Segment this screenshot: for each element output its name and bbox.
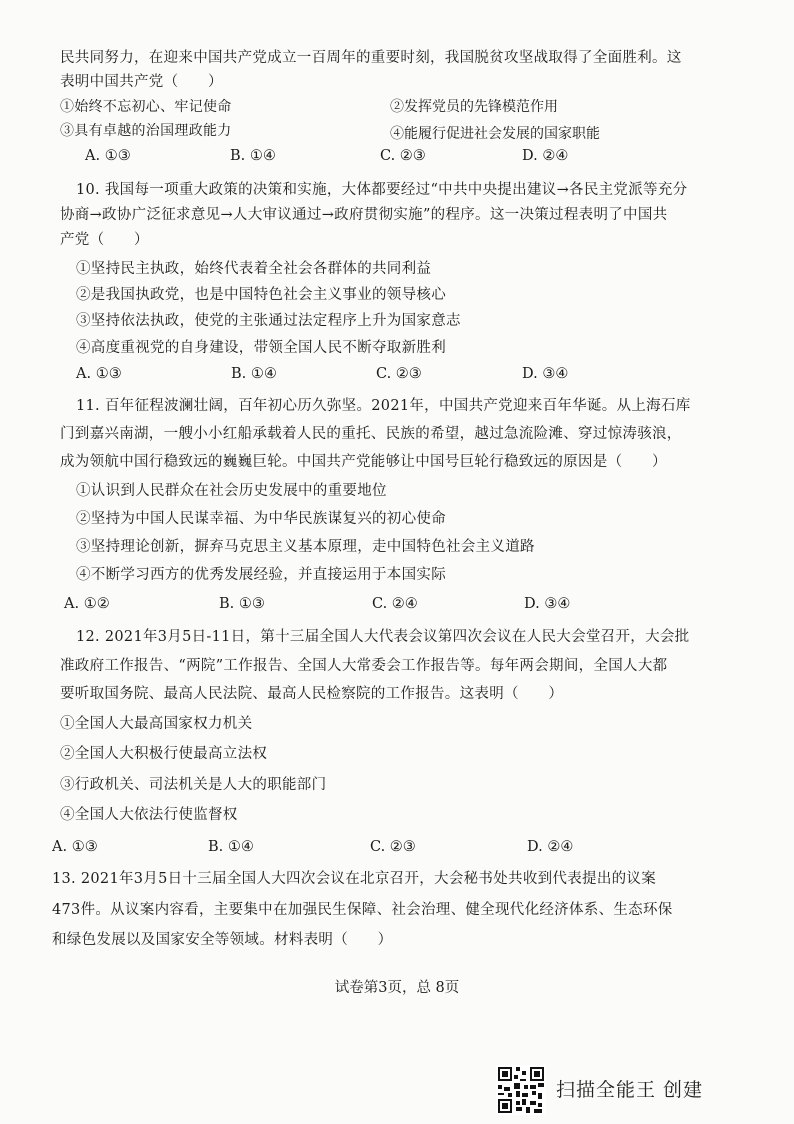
q12-stem-line-1: 12. 2021年3月5日-11日，第十三届全国人大代表会议第四次会议在人民大会堂召开，大会批 <box>76 629 690 645</box>
q13-stem-line-2: 473件。从议案内容看，主要集中在加强民生保障、社会治理、健全现代化经济体系、生态环保 <box>52 902 673 918</box>
q10-stem-line-3: 产党（ ） <box>60 232 149 248</box>
q9-option-2: ②发挥党员的先锋模范作用 <box>390 99 558 115</box>
q12-choice-b: B. ①④ <box>208 839 254 855</box>
q12-choice-d: D. ②④ <box>527 839 574 855</box>
q11-option-4: ④不断学习西方的优秀发展经验，并直接运用于本国实际 <box>76 567 446 583</box>
q13-stem-line-1: 13. 2021年3月5日十三届全国人大四次会议在北京召开，大会秘书处共收到代表提出的议案 <box>52 871 657 887</box>
watermark-text: 扫描全能王 创建 <box>556 1079 704 1101</box>
q11-stem-line-2: 门到嘉兴南湖，一艘小小红船承载着人民的重托、民族的希望，越过急流险滩、穿过惊涛骇浪， <box>60 426 682 442</box>
q11-option-2: ②坚持为中国人民谋幸福、为中华民族谋复兴的初心使命 <box>76 511 446 527</box>
q9-stem-line-2: 表明中国共产党（ ） <box>60 74 223 90</box>
q12-choices <box>52 837 712 857</box>
scanner-watermark <box>496 1065 746 1117</box>
q9-choice-a: A. ①③ <box>85 148 131 164</box>
q11-stem-line-1: 11. 百年征程波澜壮阔，百年初心历久弥坚。2021年，中国共产党迎来百年华诞。从上海石库 <box>76 398 691 414</box>
q10-stem-line-2: 协商→政协广泛征求意见→人大审议通过→政府贯彻实施”的程序。这一决策过程表明了中国共 <box>60 207 668 223</box>
q12-option-3: ③行政机关、司法机关是人大的职能部门 <box>60 777 327 793</box>
q10-choices <box>76 364 736 384</box>
q12-stem-line-2: 准政府工作报告、“两院”工作报告、全国人大常委会工作报告等。每年两会期间，全国人大都 <box>60 658 668 674</box>
q10-stem-line-1: 10. 我国每一项重大政策的决策和实施，大体都要经过“中共中央提出建议→各民主党派等充分 <box>76 182 688 198</box>
q9-option-4: ④能履行促进社会发展的国家职能 <box>390 126 600 142</box>
q10-option-2: ②是我国执政党，也是中国特色社会主义事业的领导核心 <box>76 287 446 303</box>
q10-choice-c: C. ②③ <box>376 366 422 382</box>
q10-option-4: ④高度重视党的自身建设，带领全国人民不断夺取新胜利 <box>76 340 446 356</box>
q11-option-1: ①认识到人民群众在社会历史发展中的重要地位 <box>76 483 387 499</box>
q12-option-2: ②全国人大积极行使最高立法权 <box>60 746 268 762</box>
q11-choice-c: C. ②④ <box>372 596 418 612</box>
q9-option-1: ①始终不忘初心、牢记使命 <box>60 99 232 115</box>
q11-choice-b: B. ①③ <box>219 596 265 612</box>
q11-choices <box>64 594 724 614</box>
q11-option-3: ③坚持理论创新，摒弃马克思主义基本原理，走中国特色社会主义道路 <box>76 539 535 555</box>
q9-stem-line-1: 民共同努力，在迎来中国共产党成立一百周年的重要时刻，我国脱贫攻坚战取得了全面胜利。这 <box>60 50 682 66</box>
q10-choice-d: D. ③④ <box>522 366 569 382</box>
q11-stem-line-3: 成为领航中国行稳致远的巍巍巨轮。中国共产党能够让中国号巨轮行稳致远的原因是（ ） <box>60 454 667 470</box>
q13-stem-line-3: 和绿色发展以及国家安全等领域。材料表明（ ） <box>52 932 393 948</box>
q11-choice-d: D. ③④ <box>524 596 571 612</box>
q10-option-1: ①坚持民主执政，始终代表着全社会各群体的共同利益 <box>76 261 432 277</box>
q12-option-1: ①全国人大最高国家权力机关 <box>60 716 253 732</box>
q12-stem-line-3: 要听取国务院、最高人民法院、最高人民检察院的工作报告。这表明（ ） <box>60 686 564 702</box>
q11-choice-a: A. ①② <box>64 596 110 612</box>
q9-option-3: ③具有卓越的治国理政能力 <box>60 123 232 139</box>
qr-code-icon <box>496 1065 546 1115</box>
q12-choice-c: C. ②③ <box>370 839 416 855</box>
q9-choice-b: B. ①④ <box>230 148 276 164</box>
q9-choice-d: D. ②④ <box>522 148 569 164</box>
q12-choice-a: A. ①③ <box>52 839 98 855</box>
q9-choice-c: C. ②③ <box>380 148 426 164</box>
page-footer: 试卷第3页，总 8页 <box>334 980 460 996</box>
q10-choice-a: A. ①③ <box>76 366 122 382</box>
q10-option-3: ③坚持依法执政，使党的主张通过法定程序上升为国家意志 <box>76 313 461 329</box>
q12-option-4: ④全国人大依法行使监督权 <box>60 807 238 823</box>
q9-choices <box>85 146 745 166</box>
q10-choice-b: B. ①④ <box>231 366 277 382</box>
